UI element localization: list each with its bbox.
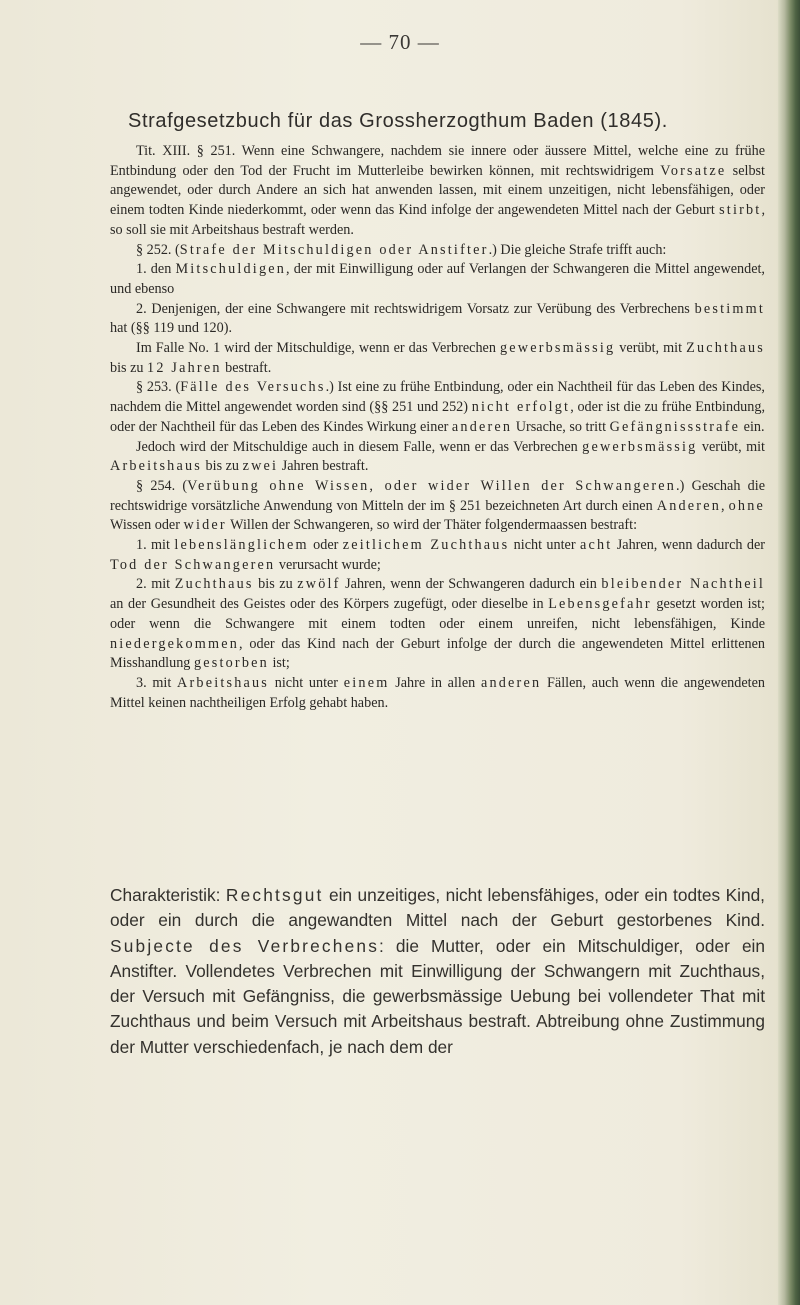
paragraph-254	[110, 477, 765, 536]
emphasis: Strafe der Mitschuldigen oder Anstifter	[179, 241, 489, 258]
text-run: § 253. (	[136, 379, 181, 396]
text-run: ist;	[268, 655, 290, 672]
emphasis: zeitlichem Zuchthaus	[342, 537, 510, 554]
summary-paragraph	[110, 883, 765, 1060]
emphasis: bestimmt	[694, 300, 765, 317]
text-run: Jedoch wird der Mitschuldige auch in diesem Falle, wenn er das Verbrechen	[136, 438, 583, 455]
text-run: bestraft.	[221, 359, 272, 376]
text-run: 2. Denjenigen, der eine Schwangere mit rechtswidrigem Vorsatz zur Verübung des Verbrechens	[136, 300, 695, 317]
emphasis: zwei	[242, 458, 279, 475]
text-run: § 254. (	[136, 477, 188, 494]
emphasis: wider	[183, 517, 227, 534]
emphasis: einem	[343, 674, 390, 691]
emphasis: Arbeitshaus	[110, 458, 202, 475]
text-run: Wissen oder	[110, 517, 184, 534]
paragraph-251	[110, 142, 765, 241]
paragraph-254-item-2	[110, 575, 765, 674]
page-edge	[778, 0, 800, 1305]
section-heading: Strafgesetzbuch für das Grossherzogthum Baden (1845).	[128, 110, 668, 132]
emphasis: stirbt	[719, 202, 762, 219]
text-run: Im Falle No. 1 wird der Mitschuldige, wenn er das Verbrechen	[136, 340, 500, 357]
text-run: : die Mutter, oder ein Mitschuldiger, oder ein Anstifter. Vollendetes Verbrechen mit Einwilligung der Schwangern mit Zuchthaus, der Versuch mit Gefängniss, die gewerbsmässige Uebung bei vollendeter That mit Zuchthaus und beim Versuch mit Arbeitshaus bestraft. Abtreibung ohne Zustimmung der Mutter verschiedenfach, je nach dem der	[110, 935, 766, 1057]
text-run: bis zu	[253, 576, 298, 593]
emphasis: anderen	[451, 418, 513, 435]
characteristic-summary	[110, 883, 765, 1060]
emphasis: Vorsatze	[660, 162, 727, 179]
text-run: .) Ist eine zu frühe Entbindung, oder ein Nachtheil für das Leben des Kindes, nachdem die Mittel angewendet worden sind (§§ 251 und 252)	[110, 379, 765, 416]
emphasis: bleibender Nachtheil	[601, 576, 766, 593]
text-run: verursacht wurde;	[275, 556, 381, 573]
text-run: Willen der Schwangeren, so wird der Thäter folgendermaassen bestraft:	[226, 517, 638, 534]
emphasis: Subjecte des Verbrechens	[110, 935, 380, 956]
emphasis: Tod der Schwangeren	[110, 556, 276, 573]
text-run: nicht unter	[509, 537, 580, 554]
emphasis: Lebensgefahr	[548, 596, 652, 613]
emphasis: nicht erfolgt	[471, 399, 571, 416]
text-run: verübt, mit	[615, 340, 687, 357]
emphasis: Zuchthaus	[174, 576, 254, 593]
text-run: , so soll sie mit Arbeitshaus bestraft werden.	[110, 202, 765, 238]
text-run: Jahren bestraft.	[278, 458, 369, 475]
emphasis: acht	[579, 537, 613, 554]
emphasis: Arbeitshaus	[177, 674, 270, 691]
text-run: bis zu	[201, 458, 243, 475]
paragraph-252	[110, 241, 765, 261]
text-run: .) Geschah die rechtswidrige vorsätzliche Anwendung von Mitteln der im § 251 bezeichneten Art durch einen	[110, 477, 766, 514]
text-run: , der mit Einwilligung oder auf Verlangen der Schwangeren die Mittel angewendet, und ebenso	[110, 261, 765, 297]
paragraph-252-item-1	[110, 260, 765, 299]
text-run: ein.	[740, 418, 765, 435]
emphasis: gestorben	[193, 655, 269, 672]
emphasis: anderen	[480, 674, 542, 691]
paragraph-253-note	[110, 438, 765, 477]
emphasis: ohne	[728, 497, 766, 514]
text-run: oder	[308, 537, 343, 554]
text-run: bis zu	[110, 359, 148, 376]
statute-text	[110, 142, 765, 713]
text-run: hat (§§ 119 und 120).	[110, 320, 233, 337]
emphasis: lebenslänglichem	[174, 537, 309, 554]
text-run: 1. den	[136, 261, 176, 278]
text-run: .) Die gleiche Strafe trifft auch:	[488, 241, 667, 258]
emphasis: 12 Jahren	[147, 359, 222, 376]
text-run: , oder ist die zu frühe Entbindung, oder der Nachtheil für das Leben des Kindes Wirkung einer	[110, 399, 765, 435]
paragraph-253	[110, 378, 765, 437]
emphasis: Zuchthaus	[686, 340, 765, 357]
text-run: selbst angewendet, oder durch Andere an sich hat anwenden lassen, mit einem unzeitigen, nicht lebensfähigen, oder einem todten Kinde niederkommt, oder wenn das Kind infolge der angewendeten Mittel nach der Geburt	[110, 162, 765, 219]
text-run: Jahre in allen	[389, 674, 481, 691]
emphasis: Verübung ohne Wissen, oder wider Willen der Schwangeren	[187, 477, 677, 494]
emphasis: niedergekommen	[110, 635, 240, 652]
paragraph-252-item-2	[110, 300, 765, 339]
emphasis: Anderen	[656, 497, 722, 514]
emphasis: zwölf	[297, 576, 341, 593]
text-run: nicht unter	[269, 674, 344, 691]
text-run: § 252. (	[136, 241, 180, 258]
text-run: Fällen, auch wenn die angewendeten Mittel keinen nachtheiligen Erfolg gehabt haben.	[110, 674, 765, 711]
text-run: verübt, mit	[697, 438, 765, 455]
emphasis: Rechtsgut	[225, 885, 324, 905]
emphasis: Gefängnissstrafe	[609, 418, 741, 435]
text-run: Charakteristik:	[110, 885, 226, 905]
text-run: 1. mit	[136, 537, 175, 554]
emphasis: Mitschuldigen	[175, 261, 287, 278]
paragraph-254-item-3	[110, 674, 765, 713]
emphasis: gewerbsmässig	[499, 340, 616, 357]
emphasis: gewerbsmässig	[582, 438, 698, 455]
paragraph-252-note	[110, 339, 765, 378]
emphasis: Fälle des Versuchs	[180, 379, 326, 396]
text-run: , oder das Kind nach der Geburt infolge der durch die angewendeten Mittel erlittenen Misshandlung	[110, 635, 765, 672]
text-run: 2. mit	[136, 576, 175, 593]
text-run: an der Gesundheit des Geistes oder des Körpers zugefügt, oder dieselbe in	[110, 596, 549, 613]
page-number: — 70 —	[360, 30, 440, 54]
text-run: Tit. XIII. § 251. Wenn eine Schwangere, nachdem sie innere oder äussere Mittel, welche eine zu frühe Entbindung oder den Tod der Frucht im Mutterleibe bewirken können, mit rechtswidrigem	[110, 143, 765, 179]
text-run: Jahren, wenn der Schwangeren dadurch ein	[340, 576, 602, 593]
text-run: Jahren, wenn dadurch der	[612, 537, 765, 554]
text-run: gesetzt worden ist; oder wenn die Schwangere mit einem todten oder einem unreifen, nicht lebensfähigen, Kinde	[110, 596, 765, 632]
text-run: ein unzeitiges, nicht lebensfähiges, oder ein todtes Kind, oder ein durch die angewandten Mittel nach der Geburt gestorbenes Kind.	[110, 885, 765, 931]
text-run: ,	[721, 497, 729, 514]
text-run: 3. mit	[136, 674, 178, 691]
paragraph-254-item-1	[110, 536, 765, 575]
text-run: Ursache, so tritt	[512, 418, 610, 435]
